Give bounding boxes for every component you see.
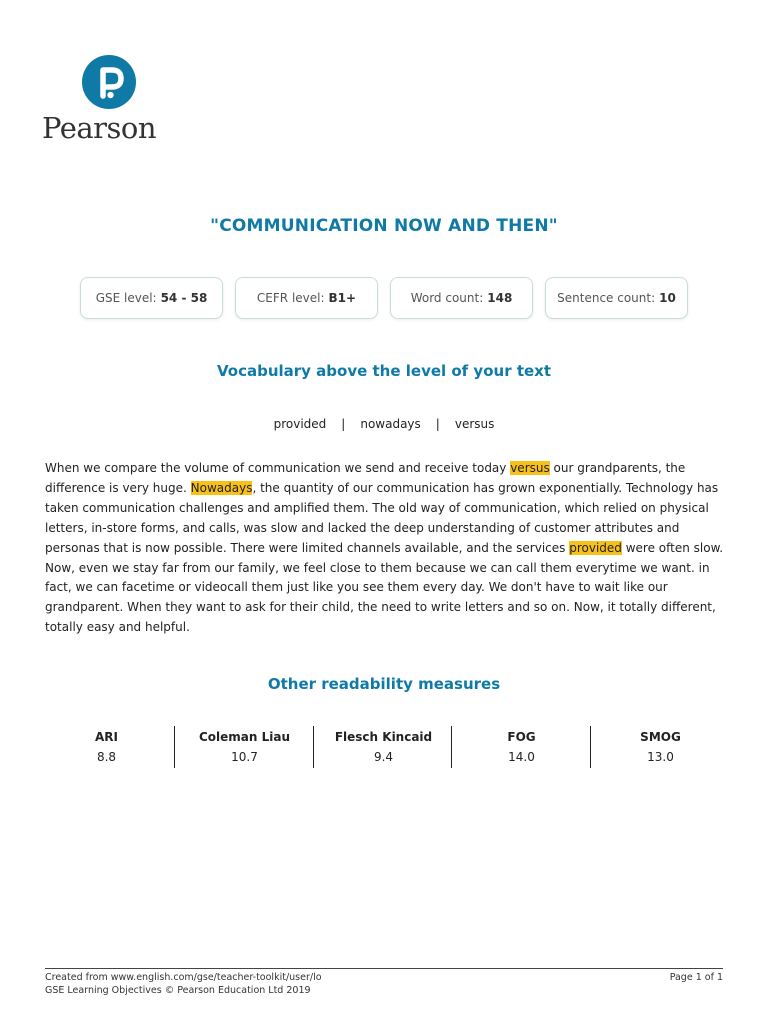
vocab-word: versus xyxy=(454,417,495,431)
word-count-label: Word count: xyxy=(410,291,484,305)
readability-measures xyxy=(37,726,731,770)
gse-level-card xyxy=(80,277,223,319)
pearson-wordmark: Pearson xyxy=(42,111,157,145)
cefr-level-label: CEFR level: xyxy=(256,291,325,305)
sentence-count-card xyxy=(545,277,688,319)
measure-value: 8.8 xyxy=(96,750,117,764)
measure-value: 14.0 xyxy=(508,750,535,764)
pearson-logo xyxy=(42,55,176,147)
page-title: "COMMUNICATION NOW AND THEN" xyxy=(210,216,558,236)
gse-level-value: 54 - 58 xyxy=(160,291,208,305)
measure-name: FOG xyxy=(507,730,536,744)
vocab-separator: | xyxy=(435,417,440,431)
vocab-word: nowadays xyxy=(360,417,421,431)
measure-fog xyxy=(451,726,591,768)
measure-smog xyxy=(590,726,730,768)
measure-ari xyxy=(37,726,176,768)
passage-segment: When we compare the volume of communication we send and receive today xyxy=(45,461,511,475)
footer-divider xyxy=(45,968,723,969)
text-stats xyxy=(80,277,688,321)
page-number: Page 1 of 1 xyxy=(669,972,723,983)
vocabulary-list xyxy=(0,417,768,431)
pearson-logo-icon xyxy=(82,55,136,109)
highlighted-word-provided: provided xyxy=(569,540,622,555)
page-footer xyxy=(45,971,723,997)
footer-copyright: GSE Learning Objectives © Pearson Education Ltd 2019 xyxy=(45,985,311,996)
highlighted-word-nowadays: Nowadays xyxy=(190,480,253,495)
vocab-word: provided xyxy=(273,417,327,431)
measure-value: 13.0 xyxy=(647,750,674,764)
readability-heading: Other readability measures xyxy=(267,675,501,693)
measure-value: 10.7 xyxy=(231,750,258,764)
sentence-count-value: 10 xyxy=(659,291,676,305)
passage-segment: , the quantity of our communication has grown exponentially. Technology has taken communication challenges and amplified them. The old way of communication, which relied on physical letters, in-store forms, and calls, was slow and lacked the deep understanding of customer attributes and personas that is now possible. There were limited channels available, and the services xyxy=(45,480,719,555)
vocabulary-heading: Vocabulary above the level of your text xyxy=(216,362,552,380)
highlighted-word-versus: versus xyxy=(510,461,550,475)
measure-name: Flesch Kincaid xyxy=(334,730,433,744)
sentence-count-label: Sentence count: xyxy=(557,291,656,305)
measure-flesch-kincaid xyxy=(313,726,453,768)
passage-segment: were often slow. Now, even we stay far from our family, we feel close to them because we can call them everytime we want. in fact, we can facetime or videocall them just like you see them every day. We don't have to wait like our grandparent. When they want to ask for their child, the need to write letters and so on. Now, it totally different, totally easy and helpful. xyxy=(45,540,724,635)
measure-value: 9.4 xyxy=(373,750,394,764)
word-count-card xyxy=(390,277,533,319)
passage-text xyxy=(45,459,725,638)
word-count-value: 148 xyxy=(487,291,513,305)
footer-source: Created from www.english.com/gse/teacher-toolkit/user/lo xyxy=(45,972,322,983)
vocab-separator: | xyxy=(341,417,346,431)
measure-name: SMOG xyxy=(640,730,681,744)
cefr-level-card xyxy=(235,277,378,319)
measure-coleman-liau xyxy=(174,726,314,768)
passage-segment: our grandparents, the difference is very huge. xyxy=(45,461,686,495)
cefr-level-value: B1+ xyxy=(328,291,357,305)
measure-name: ARI xyxy=(95,730,118,744)
gse-level-label: GSE level: xyxy=(95,291,157,305)
measure-name: Coleman Liau xyxy=(198,730,291,744)
